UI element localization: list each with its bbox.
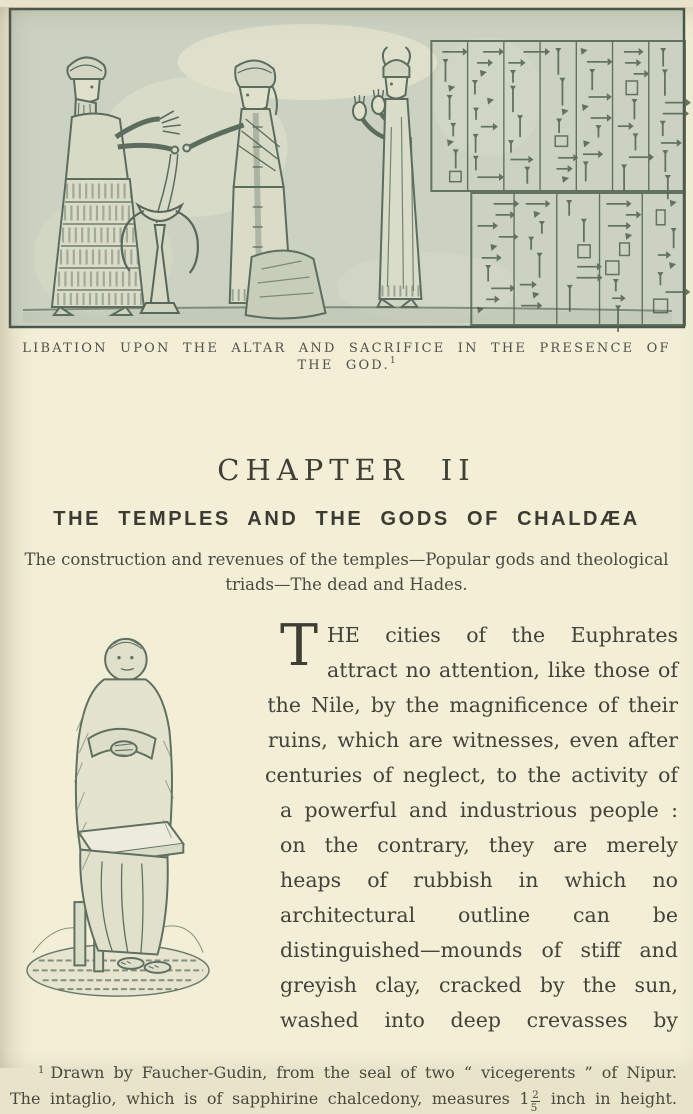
chapter-summary (0, 547, 693, 597)
chapter-summary-line-2: triads—The dead and Hades. (225, 575, 468, 594)
scribe-figure (74, 638, 183, 972)
seal-plate-illustration (8, 7, 686, 329)
footnote-marker: 1 (38, 1065, 45, 1076)
body-block (18, 612, 678, 1038)
footnote-line-2 (10, 1086, 677, 1114)
seal-plate-svg (8, 7, 686, 329)
chapter-title: CHAPTER II (217, 453, 476, 487)
plate-caption-text: LIBATION UPON THE ALTAR AND SACRIFICE IN THE PRESENCE OF THE GOD. (22, 341, 671, 373)
chapter-summary-line-1: The construction and revenues of the temples—Popular gods and theological (24, 550, 669, 569)
footnote-line-1 (10, 1058, 677, 1086)
footnote-text-1: Drawn by Faucher-Gudin, from the seal of two “ vicegerents ” of Nipur. (50, 1063, 677, 1082)
footnote (10, 1058, 677, 1114)
book-page (0, 7, 693, 1114)
footnote-text-2b: inch in height. (541, 1089, 677, 1108)
plate-caption (0, 341, 693, 373)
scribe-statue-svg (18, 622, 214, 1004)
drop-cap: T (280, 612, 319, 679)
fraction-two-fifths: $\frac{2}{5}$ (530, 1088, 539, 1114)
scribe-illustration (18, 622, 280, 1008)
body-text: HE cities of the Euphrates attract no attention, like those of the Nile, by the magnificence of their ruins, which are witnesses, even after centuries of neglect, to the activity of a powerful and industrious people : on the contrary, they are merely heaps of rubbish in which no architectural outline can be distinguished—mounds of stiff and greyish clay, cracked by the sun, washed into deep crevasses by (264, 622, 678, 1032)
chapter-subtitle: THE TEMPLES AND THE GODS OF CHALDÆA (53, 508, 640, 530)
footnote-text-2a: The intaglio, which is of sapphirine chalcedony, measures 1 (10, 1089, 530, 1108)
plate-caption-footnote-marker: 1 (389, 356, 396, 366)
